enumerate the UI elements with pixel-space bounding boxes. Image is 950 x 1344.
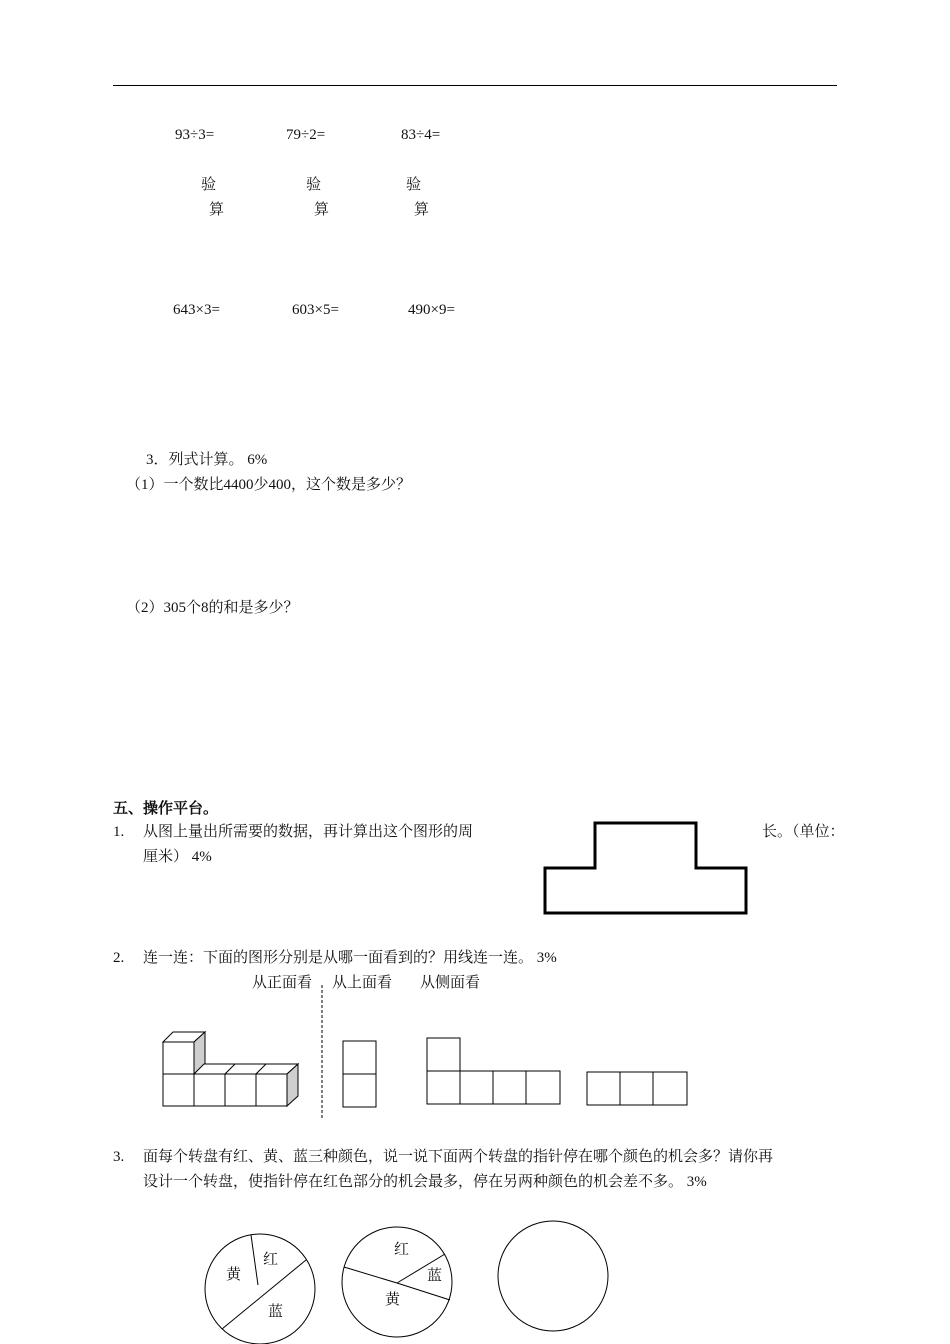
check-label-2b: 算 — [314, 202, 330, 218]
item1-text: 从图上量出所需要的数据，再计算出这个图形的周 — [143, 824, 474, 840]
check-label-1a: 验 — [201, 177, 217, 193]
view-top-label: 从上面看 — [332, 975, 393, 991]
problem-5: 603×5= — [292, 302, 339, 318]
item3-number: 3. — [113, 1149, 125, 1165]
spinner2-blue: 蓝 — [427, 1268, 443, 1284]
problem-1: 93÷3= — [175, 127, 215, 143]
item3-line1: 面每个转盘有红、黄、蓝三种颜色，说一说下面两个转盘的指针停在哪个颜色的机会多？请你再 — [143, 1149, 774, 1165]
spinner1-yellow: 黄 — [226, 1267, 242, 1283]
section5-heading: 五、操作平台。 — [113, 799, 219, 817]
check-label-2a: 验 — [306, 177, 322, 193]
item3-line2: 设计一个转盘，使指针停在红色部分的机会最多，停在另两种颜色的机会差不多。 3% — [143, 1174, 707, 1190]
spinner2-red: 红 — [394, 1242, 410, 1258]
problem-2: 79÷2= — [286, 127, 326, 143]
top-rule — [113, 85, 837, 86]
problem-4: 643×3= — [173, 302, 220, 318]
item2-text: 连一连：下面的图形分别是从哪一面看到的？用线连一连。 3% — [143, 950, 557, 966]
q3-part1: （1）一个数比4400少400，这个数是多少？ — [126, 477, 412, 493]
problem-6: 490×9= — [408, 302, 455, 318]
spinner1-blue: 蓝 — [268, 1304, 284, 1320]
problem-3: 83÷4= — [401, 127, 441, 143]
check-label-3a: 验 — [406, 177, 422, 193]
q3-title: 3．列式计算。 6% — [146, 452, 268, 468]
view-side-label: 从侧面看 — [420, 975, 481, 991]
item2-number: 2. — [113, 950, 125, 966]
item1-line2: 厘米） 4% — [143, 849, 212, 865]
spinner2-yellow: 黄 — [385, 1292, 401, 1308]
item1-tail: 长。（单位： — [762, 824, 845, 840]
item1-number: 1. — [113, 824, 125, 840]
check-label-3b: 算 — [414, 202, 430, 218]
q3-part2: （2）305个8的和是多少？ — [126, 600, 299, 616]
spinner1-red: 红 — [263, 1252, 279, 1268]
view-front-label: 从正面看 — [252, 975, 313, 991]
check-label-1b: 算 — [209, 202, 225, 218]
